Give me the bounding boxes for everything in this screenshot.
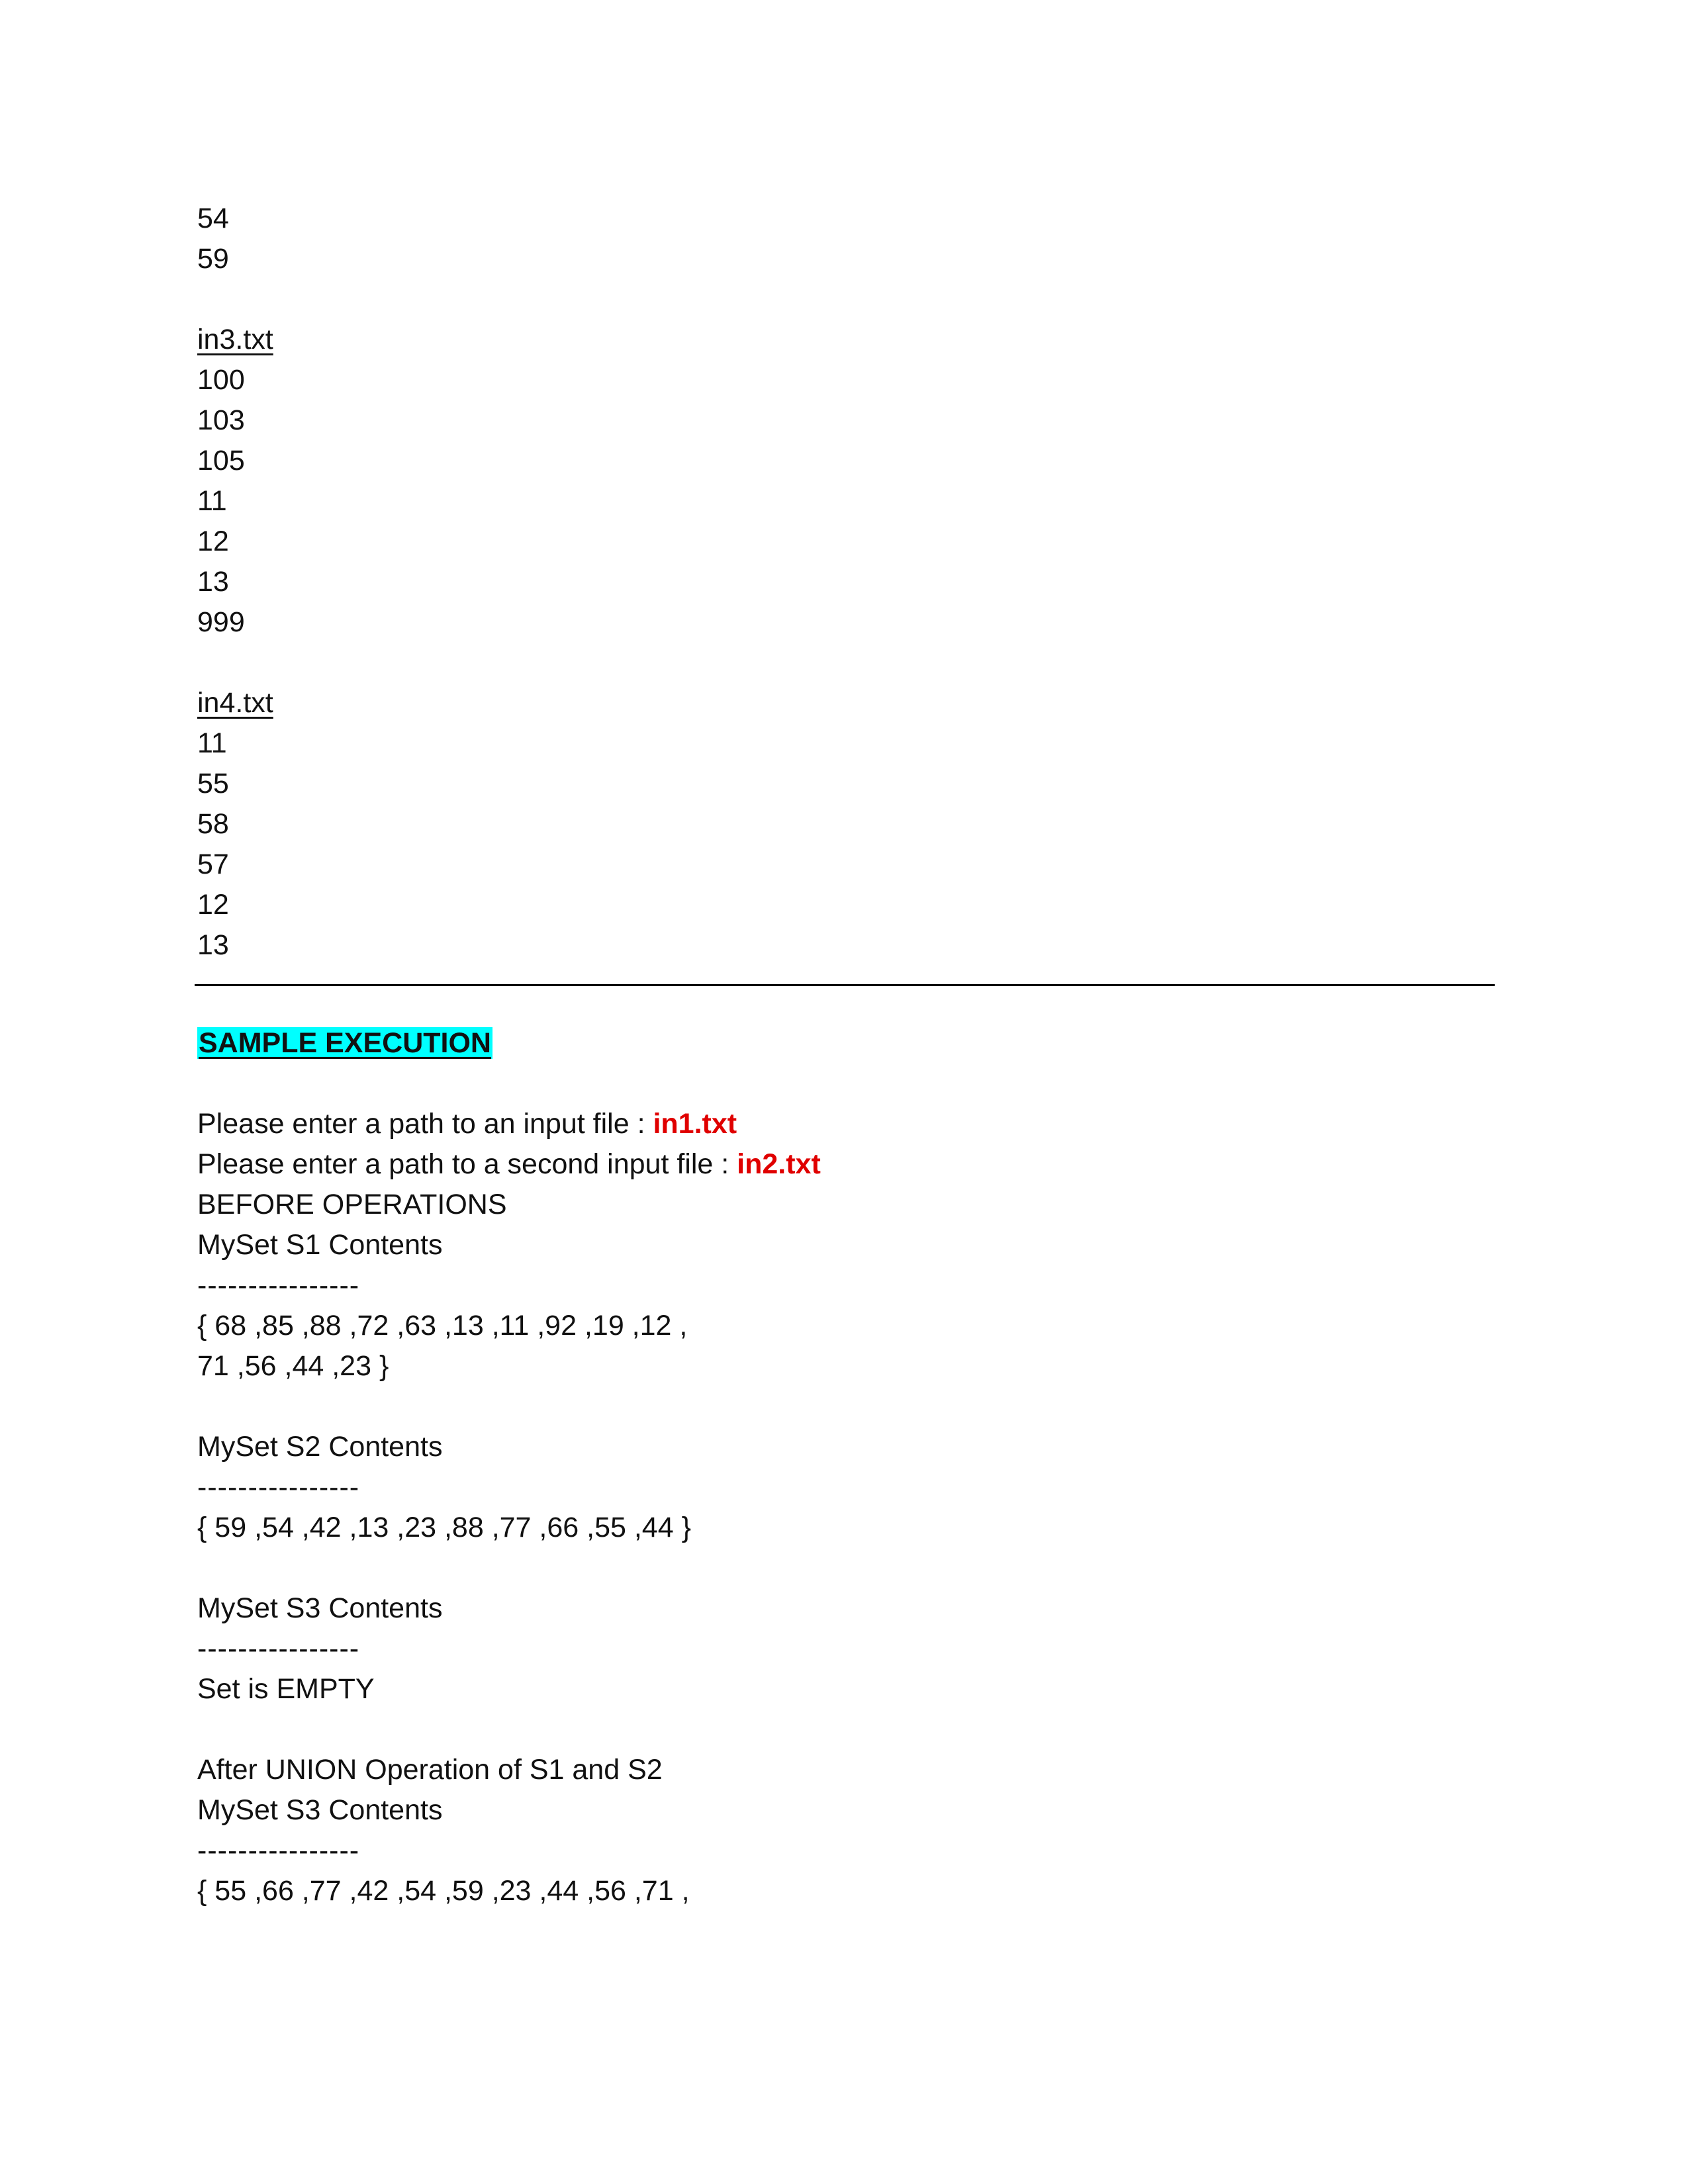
- horizontal-divider: [195, 984, 1495, 986]
- s3-empty-message: Set is EMPTY: [197, 1673, 375, 1705]
- s2-dashes: ----------------: [197, 1471, 360, 1503]
- s3-union-dashes: ----------------: [197, 1835, 360, 1866]
- prompt-line-1: [197, 1104, 1495, 1144]
- spacer: [197, 279, 1495, 320]
- prompt1-input-value: in1.txt: [653, 1108, 737, 1140]
- s3-title: MySet S3 Contents: [197, 1592, 443, 1624]
- value-line: 58: [197, 808, 229, 840]
- value-line: 105: [197, 445, 245, 477]
- prompt1-text: Please enter a path to an input file :: [197, 1108, 653, 1140]
- value-line: 55: [197, 768, 229, 799]
- value-line: 103: [197, 404, 245, 436]
- value-line: 13: [197, 929, 229, 961]
- s1-contents-line-2: 71 ,56 ,44 ,23 }: [197, 1350, 389, 1382]
- spacer: [197, 643, 1495, 683]
- sample-heading-line: [197, 1023, 1495, 1064]
- value-line: 54: [197, 203, 229, 234]
- document-page: [197, 199, 1495, 1911]
- s1-dashes: ----------------: [197, 1269, 360, 1301]
- value-line: 57: [197, 848, 229, 880]
- prompt2-input-value: in2.txt: [737, 1148, 821, 1180]
- prompt2-text: Please enter a path to a second input file :: [197, 1148, 737, 1180]
- value-line: 12: [197, 525, 229, 557]
- s3-union-title: MySet S3 Contents: [197, 1794, 443, 1826]
- s2-contents-line-1: { 59 ,54 ,42 ,13 ,23 ,88 ,77 ,66 ,55 ,44 }: [197, 1512, 691, 1543]
- value-line: 13: [197, 566, 229, 598]
- s1-contents-line-1: { 68 ,85 ,88 ,72 ,63 ,13 ,11 ,92 ,19 ,12 ,: [197, 1310, 688, 1342]
- s3-union-contents-line-1: { 55 ,66 ,77 ,42 ,54 ,59 ,23 ,44 ,56 ,71 ,: [197, 1875, 690, 1907]
- in3-file-section: [197, 320, 1495, 360]
- in4-filename: in4.txt: [197, 687, 273, 719]
- sample-execution-heading: SAMPLE EXECUTION: [199, 1027, 491, 1059]
- value-line: 100: [197, 364, 245, 396]
- in4-file-section: [197, 683, 1495, 723]
- spacer: [197, 1387, 1495, 1427]
- value-line: 12: [197, 889, 229, 921]
- union-operation-title: After UNION Operation of S1 and S2: [197, 1754, 663, 1786]
- value-line: 11: [197, 485, 227, 517]
- in3-filename: in3.txt: [197, 324, 273, 355]
- s1-title: MySet S1 Contents: [197, 1229, 443, 1261]
- value-line: 59: [197, 243, 229, 275]
- spacer: [197, 1548, 1495, 1588]
- value-line: 11: [197, 727, 227, 759]
- s2-title: MySet S2 Contents: [197, 1431, 443, 1463]
- s3-dashes: ----------------: [197, 1633, 360, 1664]
- value-line: 999: [197, 606, 245, 638]
- prompt-line-2: [197, 1144, 1495, 1185]
- spacer: [197, 1064, 1495, 1104]
- spacer: [197, 1709, 1495, 1750]
- before-operations-label: BEFORE OPERATIONS: [197, 1189, 507, 1220]
